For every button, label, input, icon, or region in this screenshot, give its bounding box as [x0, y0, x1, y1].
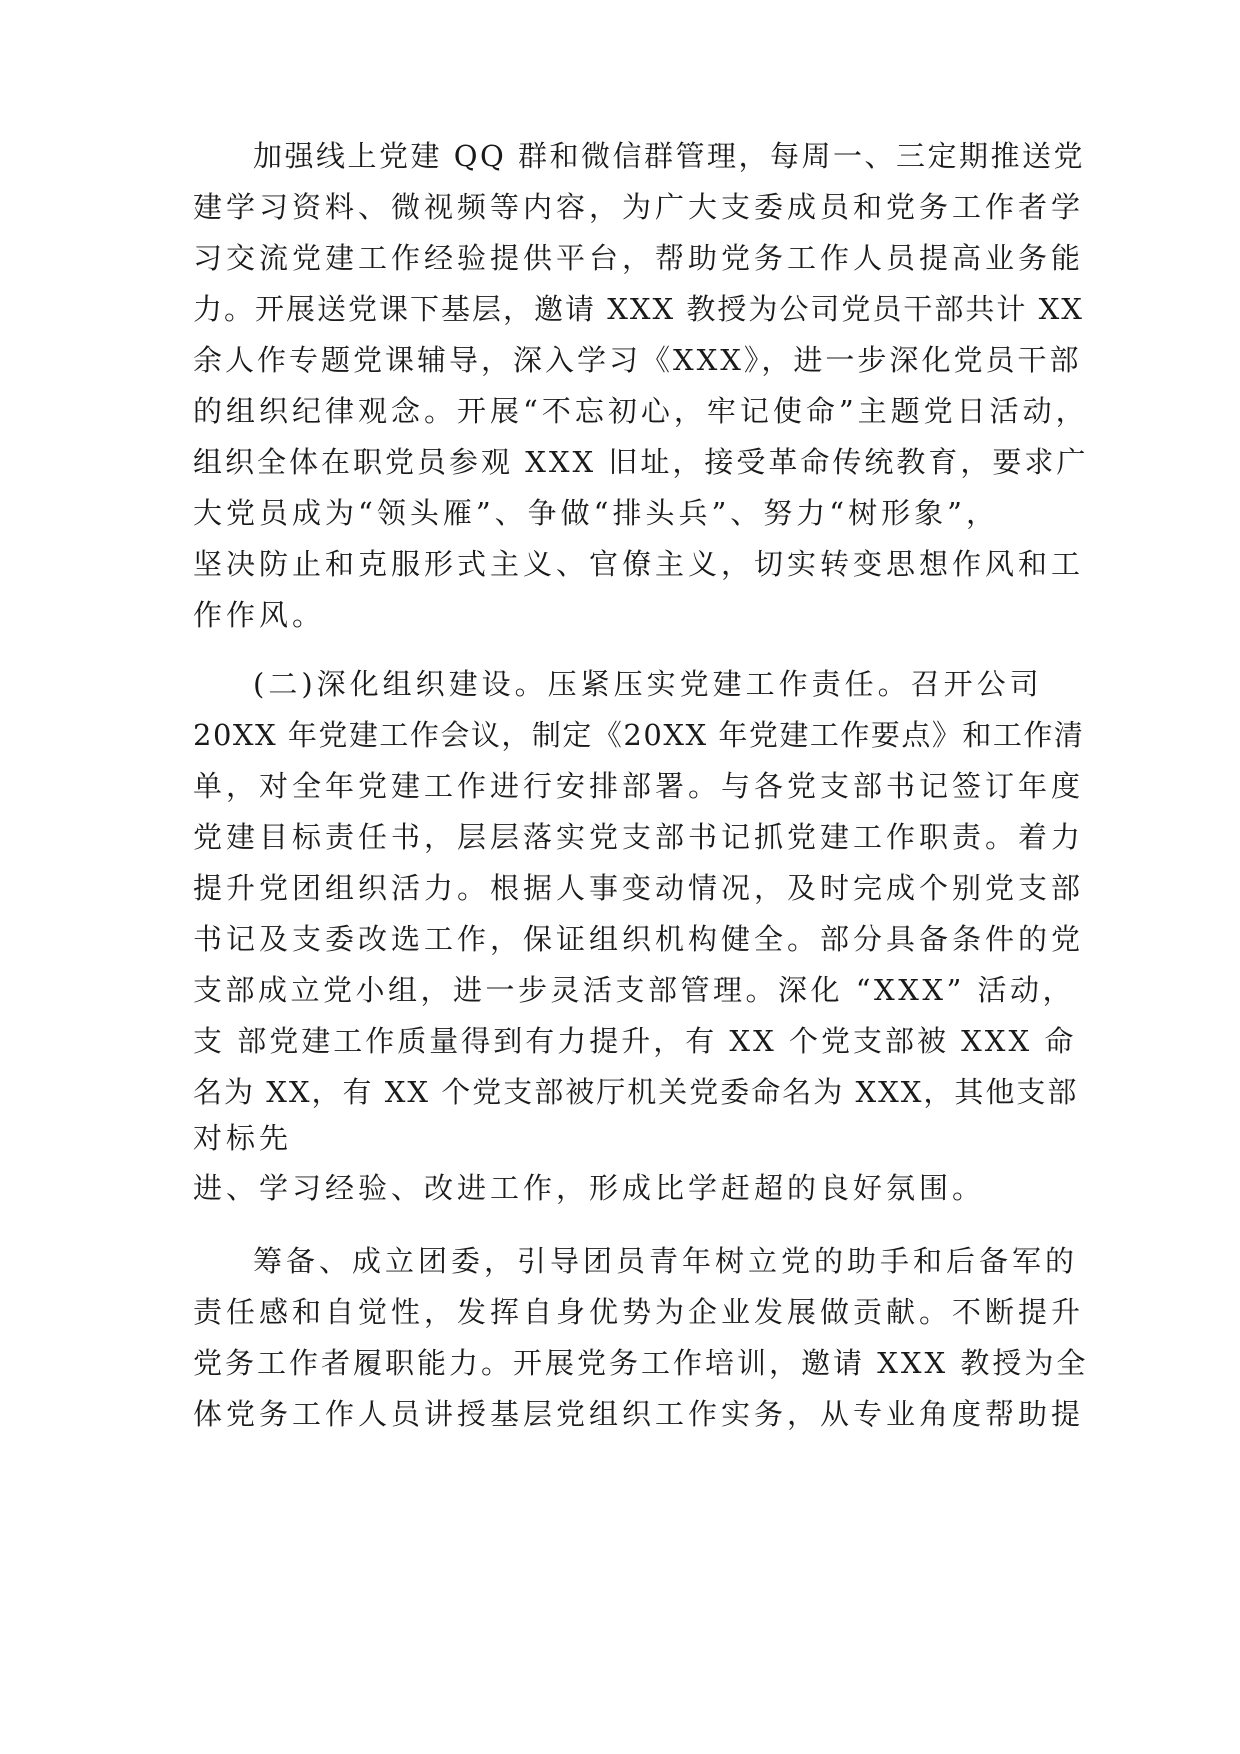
text-line: 责任感和自觉性，发挥自身优势为企业发展做贡献。不断提升 — [193, 1295, 1085, 1329]
text-line: 书记及支委改选工作，保证组织机构健全。部分具备条件的党 — [193, 922, 1085, 956]
text-line: 力。开展送党课下基层，邀请 XXX 教授为公司党员干部共计 XX — [193, 292, 1084, 326]
text-line: (二)深化组织建设。压紧压实党建工作责任。召开公司 — [253, 667, 1043, 701]
text-line: 的组织纪律观念。开展“不忘初心，牢记使命”主题党日活动， — [193, 394, 1089, 428]
text-line: 余人作专题党课辅导，深入学习《XXX》，进一步深化党员干部 — [193, 343, 1082, 377]
text-line: 对标先 — [193, 1121, 293, 1155]
text-line: 习交流党建工作经验提供平台，帮助党务工作人员提高业务能 — [193, 241, 1085, 275]
text-line: 进、学习经验、改进工作，形成比学赶超的良好氛围。 — [193, 1171, 986, 1205]
text-line: 单，对全年党建工作进行安排部署。与各党支部书记签订年度 — [193, 769, 1085, 803]
text-line: 大党员成为“领头雁”、争做“排头兵”、努力“树形象”， — [193, 496, 999, 530]
text-line: 党建目标责任书，层层落实党支部书记抓党建工作职责。着力 — [193, 820, 1085, 854]
text-line: 建学习资料、微视频等内容，为广大支委成员和党务工作者学 — [193, 190, 1085, 224]
text-line: 提升党团组织活力。根据人事变动情况，及时完成个别党支部 — [193, 871, 1085, 905]
text-line: 20XX 年党建工作会议，制定《20XX 年党建工作要点》和工作清 — [193, 718, 1085, 752]
text-line: 加强线上党建 QQ 群和微信群管理，每周一、三定期推送党 — [253, 139, 1085, 173]
text-line: 党务工作者履职能力。开展党务工作培训，邀请 XXX 教授为全 — [193, 1346, 1089, 1380]
text-line: 作作风。 — [193, 598, 326, 632]
text-line: 坚决防止和克服形式主义、官僚主义，切实转变思想作风和工 — [193, 547, 1085, 581]
text-line: 筹备、成立团委，引导团员青年树立党的助手和后备军的 — [253, 1244, 1079, 1278]
text-line: 支部成立党小组，进一步灵活支部管理。深化 “XXX” 活动， — [193, 973, 1076, 1007]
text-line: 名为 XX，有 XX 个党支部被厅机关党委命名为 XXX，其他支部 — [193, 1075, 1079, 1109]
text-line: 组织全体在职党员参观 XXX 旧址，接受革命传统教育，要求广 — [193, 445, 1089, 479]
text-line: 体党务工作人员讲授基层党组织工作实务，从专业角度帮助提 — [193, 1397, 1085, 1431]
text-line: 支 部党建工作质量得到有力提升，有 XX 个党支部被 XXX 命 — [193, 1024, 1077, 1058]
